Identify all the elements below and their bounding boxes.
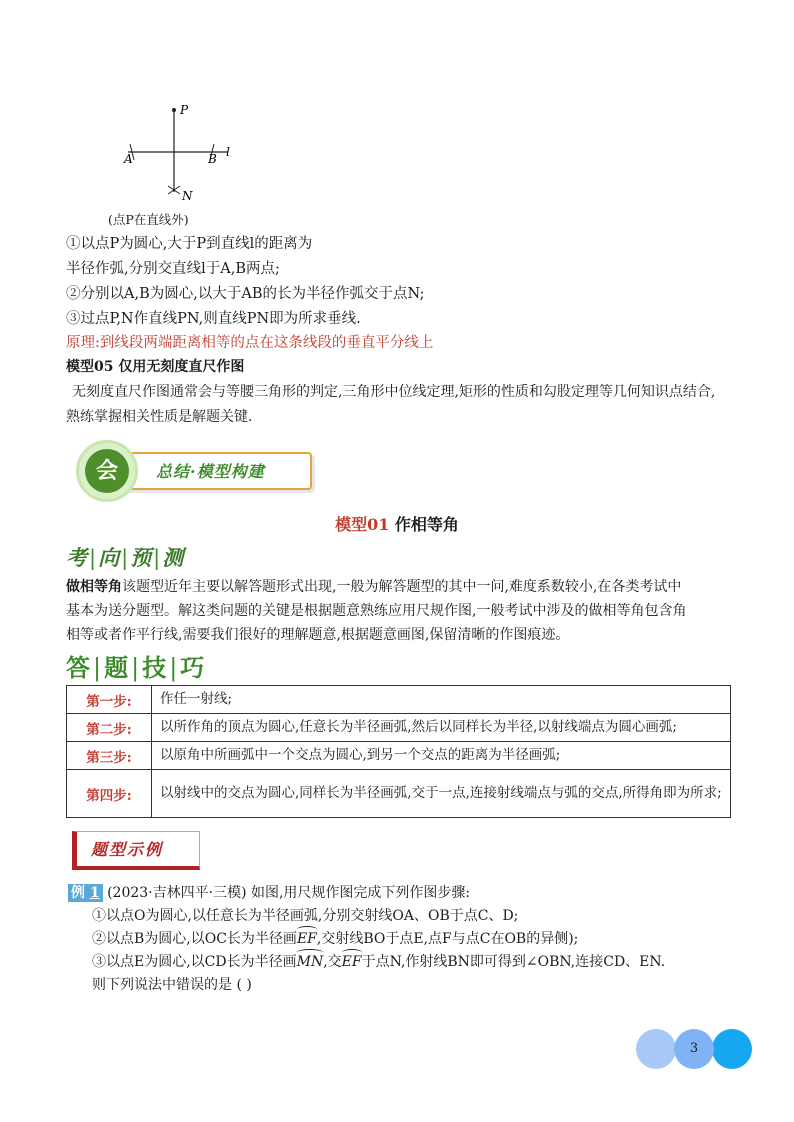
perp-principle: 原理:到线段两端距离相等的点在这条线段的垂直平分线上 — [66, 335, 434, 351]
page-indicator — [636, 1029, 752, 1069]
perpendicular-construction-figure — [110, 100, 250, 210]
model05-para-2: 熟练掌握相关性质是解题关键. — [66, 409, 253, 425]
example-step-3a: ③以点E为圆心,以CD长为半径画 — [92, 954, 297, 970]
example-step-3mid: ,交 — [323, 954, 342, 970]
step-label: 第二步: — [67, 714, 152, 742]
summary-banner — [76, 440, 312, 496]
model05-title: 模型05 仅用无刻度直尺作图 — [66, 359, 245, 375]
step-text: 以所作角的顶点为圆心,任意长为半径画弧,然后以同样长为半径,以射线端点为圆心画弧; — [152, 714, 731, 742]
example-intro: (2023·吉林四平·三模) 如图,用尺规作图完成下列作图步骤: — [107, 885, 471, 901]
example-tag-label: 例 — [71, 885, 85, 901]
step-text: 以射线中的交点为圆心,同样长为半径画弧,交于一点,连接射线端点与弧的交点,所得角即为所求; — [152, 770, 731, 818]
perp-step-1b: 半径作弧,分别交直线l于A,B两点; — [66, 261, 280, 277]
example-banner — [72, 831, 200, 870]
example-step-2a: ②以点B为圆心,以OC长为半径画 — [92, 931, 297, 947]
perp-step-3: ③过点P,N作直线PN,则直线PN即为所求垂线. — [66, 311, 361, 327]
predict-heading: 考|向|预|测 — [66, 545, 186, 570]
step-text: 作任一射线; — [152, 686, 731, 714]
point-p — [172, 108, 176, 112]
model01-prefix: 模型01 — [335, 515, 390, 534]
perp-step-2: ②分别以A,B为圆心,以大于AB的长为半径作弧交于点N; — [66, 286, 425, 302]
step-label: 第三步: — [67, 742, 152, 770]
step-label: 第一步: — [67, 686, 152, 714]
label-a: A — [124, 152, 133, 166]
label-p: P — [180, 103, 189, 117]
predict-char-4: 测 — [162, 545, 186, 570]
tips-char-3: 技 — [142, 653, 170, 682]
tips-char-1: 答 — [66, 653, 93, 682]
tips-char-4: 巧 — [180, 653, 208, 682]
table-row — [67, 770, 731, 818]
example-intro-line — [68, 883, 470, 903]
model01-title — [0, 512, 794, 535]
perp-step-1a: ①以点P为圆心,大于P到直线l的距离为 — [66, 236, 313, 252]
summary-banner-text: 总结·模型构建 — [156, 462, 265, 481]
predict-char-2: 向 — [98, 545, 122, 570]
model01-name: 作相等角 — [394, 515, 459, 534]
arc-ef: EF — [296, 931, 317, 947]
label-n: N — [182, 189, 193, 203]
steps-table — [66, 685, 731, 818]
figure-caption: (点P在直线外) — [108, 212, 189, 227]
summary-banner-circle-label: 会 — [85, 449, 129, 493]
example-step-1: ①以点O为圆心,以任意长为半径画弧,分别交射线OA、OB于点C、D; — [92, 908, 519, 924]
example-step-3 — [92, 952, 665, 972]
predict-char-1: 考 — [66, 545, 89, 570]
table-row — [67, 742, 731, 770]
predict-char-3: 预 — [130, 545, 154, 570]
example-tag[interactable] — [68, 884, 103, 902]
example-banner-text: 题型示例 — [91, 840, 164, 859]
example-step-3b: 于点N,作射线BN即可得到∠OBN,连接CD、EN. — [361, 954, 666, 970]
page-bubble-1 — [636, 1029, 676, 1069]
summary-banner-circle — [76, 440, 138, 502]
step-label: 第四步: — [67, 770, 152, 818]
example-number: 1 — [89, 885, 100, 901]
arc-ef-2: EF — [341, 954, 362, 970]
predict-para-2: 基本为送分题型。解这类问题的关键是根据题意熟练应用尺规作图,一般考试中涉及的做相等角包含角 — [66, 603, 687, 619]
model05-para-1: 无刻度直尺作图通常会与等腰三角形的判定,三角形中位线定理,矩形的性质和勾股定理等几何知识点结合, — [72, 384, 716, 400]
predict-lead: 做相等角 — [66, 579, 122, 595]
predict-para-3: 相等或者作平行线,需要我们很好的理解题意,根据题意画图,保留清晰的作图痕迹。 — [66, 627, 570, 643]
example-question: 则下列说法中错误的是 ( ) — [92, 977, 252, 993]
predict-line-1: 该题型近年主要以解答题形式出现,一般为解答题型的其中一问,难度系数较小,在各类考试中 — [122, 579, 682, 595]
tips-heading: 答|题|技|巧 — [66, 653, 208, 682]
arc-mn: MN — [296, 954, 324, 970]
step-text: 以原角中所画弧中一个交点为圆心,到另一个交点的距离为半径画弧; — [152, 742, 731, 770]
page-number: 3 — [689, 1041, 699, 1056]
page-bubble-3 — [712, 1029, 752, 1069]
example-step-2b: ,交射线BO于点E,点F与点C在OB的异侧); — [316, 931, 579, 947]
label-b: B — [208, 152, 217, 166]
example-step-2 — [92, 929, 578, 949]
table-row — [67, 714, 731, 742]
table-row — [67, 686, 731, 714]
tips-char-2: 题 — [104, 653, 132, 682]
predict-para-1 — [66, 577, 681, 597]
label-l: l — [226, 145, 230, 159]
